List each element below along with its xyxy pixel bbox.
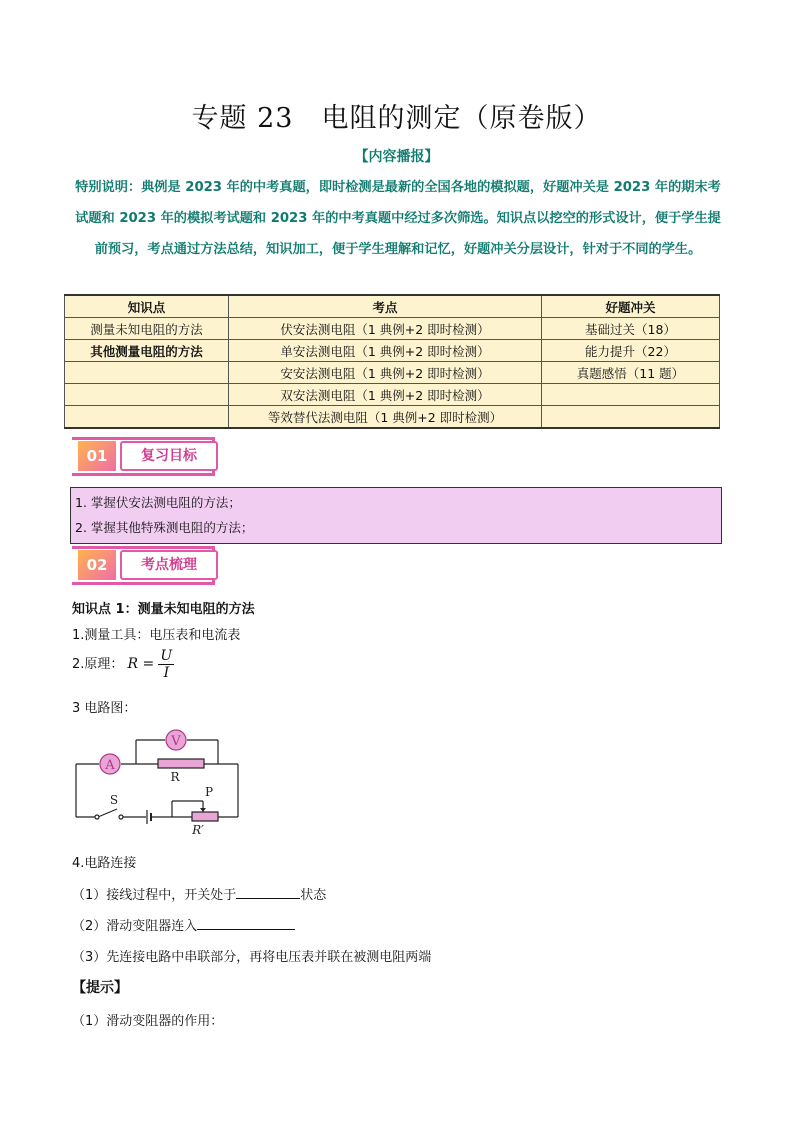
formula-lhs: R = — [127, 656, 155, 672]
section-label: 考点梳理 — [120, 550, 218, 580]
fill-blank — [197, 917, 295, 930]
content-overview-heading: 【内容播报】 — [354, 149, 439, 165]
table-row — [65, 406, 720, 429]
connection-item-3: （3）先连接电路中串联部分，再将电压表并联在被测电阻两端 — [72, 950, 432, 965]
connection-item-text: 状态 — [300, 888, 327, 903]
badge-decoration — [72, 473, 215, 476]
table-cell: 双安法测电阻（1 典例+2 即时检测） — [229, 384, 542, 406]
table-header-row — [65, 295, 720, 318]
table-cell: 伏安法测电阻（1 典例+2 即时检测） — [229, 318, 542, 340]
circuit-diagram — [70, 724, 250, 839]
badge-decoration — [72, 437, 212, 440]
rheostat — [192, 812, 218, 821]
resistor — [158, 759, 204, 768]
table-cell: 其他测量电阻的方法 — [65, 340, 229, 362]
table-header: 考点 — [229, 295, 542, 318]
table-cell — [65, 384, 229, 406]
table-cell: 单安法测电阻（1 典例+2 即时检测） — [229, 340, 542, 362]
table-cell: 测量未知电阻的方法 — [65, 318, 229, 340]
measuring-tools: 1.测量工具：电压表和电流表 — [72, 628, 241, 643]
overview-table — [64, 294, 720, 429]
resistor-label: R — [170, 770, 180, 784]
switch-label: S — [109, 793, 119, 807]
ammeter-label: A — [105, 758, 115, 773]
badge-decoration — [72, 582, 215, 585]
special-note: 特别说明：典例是 2023 年的中考真题，即时检测是最新的全国各地的模拟题，好题冲关是 2023 年的期末考试题和 2023 年的模拟考试题和 2023 年的中考真题中经过多次筛选。知识点以挖空的形式设计，便于学生提前预习，考点通过方法总结，知识加工，便于学生理解和记忆，好题冲关分层设计，针对于不同的学生。 — [75, 180, 721, 257]
table-cell: 安安法测电阻（1 典例+2 即时检测） — [229, 362, 542, 384]
table-header: 好题冲关 — [542, 295, 720, 318]
section-label: 复习目标 — [120, 441, 218, 471]
formula-denominator: I — [163, 665, 170, 681]
table-cell — [65, 362, 229, 384]
connection-item-1 — [72, 884, 326, 903]
switch-contact — [95, 815, 99, 819]
table-cell: 真题感悟（11 题） — [542, 362, 720, 384]
section-number: 02 — [78, 550, 116, 580]
table-row — [65, 318, 720, 340]
circuit-label: 3 电路图： — [72, 701, 137, 716]
table-cell: 基础过关（18） — [542, 318, 720, 340]
connection-item-text: （2）滑动变阻器连入 — [72, 919, 198, 934]
goal-item: 1. 掌握伏安法测电阻的方法； — [75, 495, 241, 510]
table-cell: 等效替代法测电阻（1 典例+2 即时检测） — [229, 406, 542, 429]
rheostat-label: R′ — [192, 823, 204, 837]
voltmeter-label: V — [171, 734, 181, 749]
page-title: 专题 23 电阻的测定（原卷版） — [191, 103, 602, 134]
table-row — [65, 384, 720, 406]
section-number: 01 — [78, 441, 116, 471]
badge-decoration — [72, 546, 212, 549]
review-goals-box — [70, 487, 722, 544]
tip-title: 【提示】 — [72, 980, 128, 996]
fill-blank — [236, 886, 300, 899]
slider-label: P — [204, 785, 214, 799]
connection-item-text: （1）接线过程中，开关处于 — [72, 888, 237, 903]
formula-numerator: U — [160, 648, 173, 664]
table-cell — [542, 406, 720, 429]
knowledge-point-title: 知识点 1：测量未知电阻的方法 — [72, 602, 255, 617]
connection-item-2 — [72, 915, 295, 934]
principle-line — [72, 648, 174, 681]
principle-label: 2.原理： — [72, 657, 124, 672]
table-header: 知识点 — [65, 295, 229, 318]
formula-fraction — [158, 648, 174, 681]
goal-item: 2. 掌握其他特殊测电阻的方法； — [75, 520, 254, 535]
section-badge-key-points — [72, 546, 222, 586]
table-row — [65, 340, 720, 362]
table-cell — [542, 384, 720, 406]
switch-contact — [119, 815, 123, 819]
circuit-connection-title: 4.电路连接 — [72, 856, 137, 871]
section-badge-review-goals — [72, 437, 222, 477]
table-row — [65, 362, 720, 384]
tip-item-1: （1）滑动变阻器的作用： — [72, 1014, 224, 1029]
table-cell: 能力提升（22） — [542, 340, 720, 362]
table-cell — [65, 406, 229, 429]
